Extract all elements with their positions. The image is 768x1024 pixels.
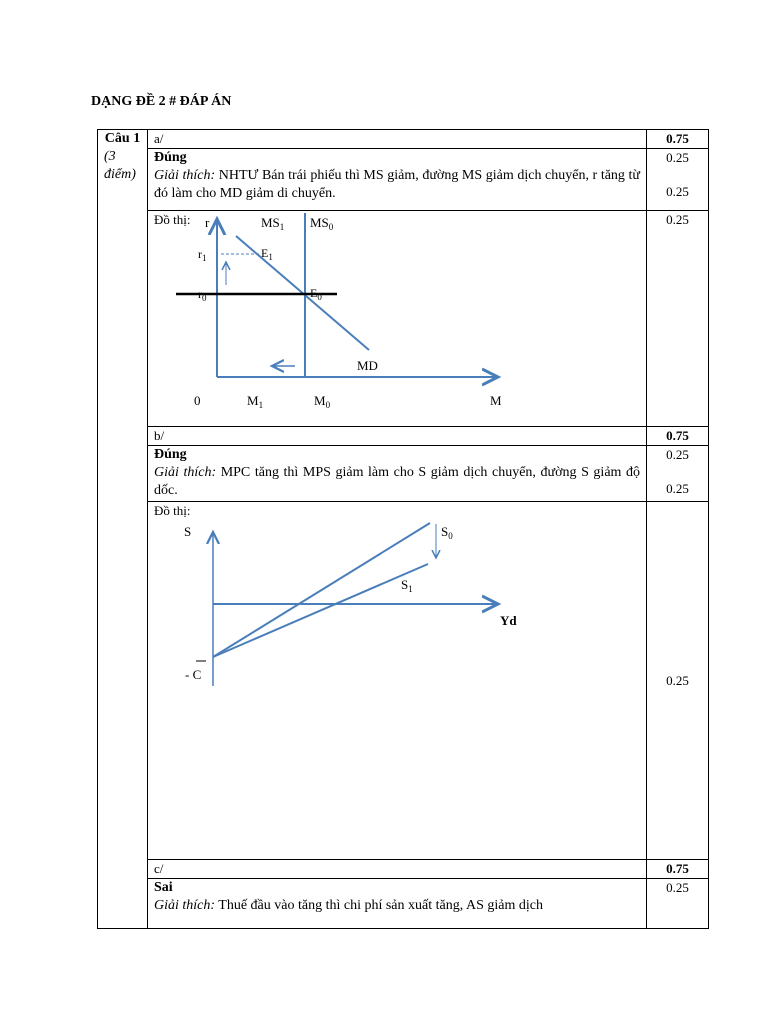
part-a-explain-prefix: Giải thích: (154, 168, 216, 183)
part-a-explain-score: 0.25 (666, 184, 689, 199)
s1-line (213, 564, 428, 657)
origin-label: 0 (194, 393, 201, 408)
part-b-answer (148, 446, 647, 502)
saving-function-graph (148, 518, 610, 718)
part-a-label: a/ (148, 130, 647, 149)
part-b-score: 0.75 (647, 427, 709, 446)
s0-label: $S_0$ (441, 524, 453, 541)
part-c-verdict: Sai (154, 880, 173, 895)
s0-line (213, 523, 430, 657)
part-c-explain-text: Thuế đầu vào tăng thì chi phí sản xuất tăng, AS giảm dịch (215, 898, 543, 913)
page-title: DẠNG ĐỀ 2 # ĐÁP ÁN (91, 94, 232, 109)
part-b-explain-prefix: Giải thích: (154, 465, 217, 480)
part-c-score: 0.75 (647, 860, 709, 879)
part-c-label: c/ (148, 860, 647, 879)
part-a-explain-text: NHTƯ Bán trái phiếu thì MS giảm, đường MS giảm dịch chuyển, r tăng từ đó làm cho MD giảm di chuyển. (154, 168, 640, 201)
part-b-verdict-score: 0.25 (666, 447, 689, 462)
part-b-explain-text: MPC tăng thì MPS giảm làm cho S giảm dịch chuyển, đường S giảm độ dốc. (154, 465, 640, 498)
part-a-verdict: Đúng (154, 150, 187, 165)
question-label: Câu 1 (104, 131, 141, 146)
s1-label: $S_1$ (401, 577, 413, 594)
x-axis-label: M (490, 393, 502, 408)
y-axis-label: r (205, 215, 210, 230)
part-a-explanation (154, 167, 640, 203)
m0-label: $M_0$ (314, 393, 331, 410)
part-b-graph-score: 0.25 (647, 502, 709, 860)
part-a-verdict-score: 0.25 (666, 150, 689, 165)
question-cell (98, 130, 148, 929)
part-b-label: b/ (148, 427, 647, 446)
y-axis-label: S (184, 524, 192, 539)
r1-label: $r_1$ (198, 247, 207, 263)
part-a-graph-score: 0.25 (647, 211, 709, 427)
part-a-scores (647, 149, 709, 211)
part-c-verdict-score: 0.25 (647, 879, 709, 929)
part-c-explain-prefix: Giải thích: (154, 898, 216, 913)
e0-label: $E_0$ (310, 286, 322, 302)
x-axis-label: Yd (500, 613, 517, 628)
e1-label: $E_1$ (261, 246, 273, 262)
answer-table (97, 129, 709, 929)
part-b-explain-score: 0.25 (666, 481, 689, 496)
part-b-explanation (154, 464, 640, 500)
ms1-label: $MS_1$ (261, 215, 285, 232)
part-c-answer (148, 879, 647, 929)
part-c-explanation (154, 897, 640, 915)
intercept-label: - C (185, 667, 202, 682)
part-b-graph-cell (148, 502, 647, 860)
part-b-graph-label: Đồ thị: (154, 503, 191, 518)
question-points: (3 điểm) (104, 149, 136, 182)
part-a-graph-label: Đồ thị: (154, 212, 191, 227)
part-b-scores (647, 446, 709, 502)
part-a-answer (148, 149, 647, 211)
part-a-score: 0.75 (647, 130, 709, 149)
r0-label: $r_0$ (198, 287, 207, 303)
md-label: MD (357, 358, 378, 373)
ms0-label: $MS_0$ (310, 215, 334, 232)
m1-label: $M_1$ (247, 393, 264, 410)
part-b-verdict: Đúng (154, 447, 187, 462)
part-a-graph-cell (148, 211, 647, 427)
